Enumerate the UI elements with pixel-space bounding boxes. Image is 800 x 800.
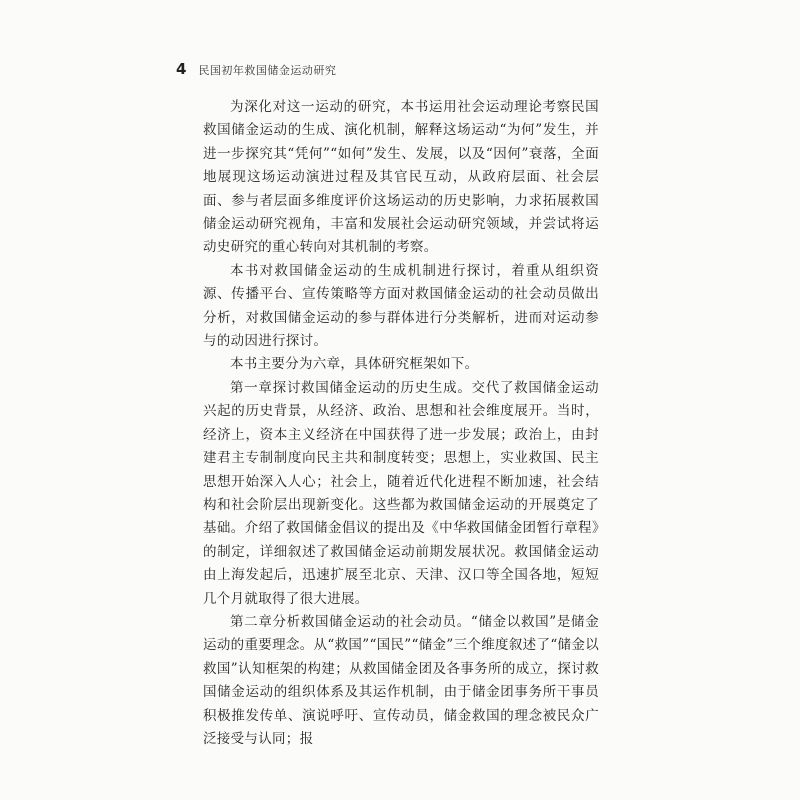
running-head: [176, 60, 336, 80]
running-title: 民国初年救国储金运动研究: [198, 64, 337, 77]
paragraph-chapter-one: 第一章探讨救国储金运动的历史生成。交代了救国储金运动兴起的历史背景，从经济、政治、思想和社会维度展开。当时，经济上，资本主义经济在中国获得了进一步发展；政治上，由封建君主专制制度向民主共和制度转变；思想上，实业救国、民主思想开始深入人心；社会上，随着近代化进程不断加速，社会结构和社会阶层出现新变化。这些都为救国储金运动的开展奠定了基础。介绍了救国储金倡议的提出及《中华救国储金团暂行章程》的制定，详细叙述了救国储金运动前期发展状况。救国储金运动由上海发起后，迅速扩展至北京、天津、汉口等全国各地，短短几个月就取得了很大进展。: [203, 379, 599, 607]
page-number: 4: [176, 60, 187, 78]
paragraph-structure-intro: 本书主要分为六章，具体研究框架如下。: [230, 356, 479, 373]
body-text: [203, 96, 599, 751]
paragraph-research-aim: 为深化对这一运动的研究，本书运用社会运动理论考察民国救国储金运动的生成、演化机制，解释这场运动“为何”发生，并进一步探究其“凭何”“如何”发生、发展，以及“因何”衰落，全面地展现这场运动演进过程及其官民互动，从政府层面、社会层面、参与者层面多维度评价这场运动的历史影响，力求拓展救国储金运动研究视角，丰富和发展社会运动研究领域，并尝试将运动史研究的重心转向对其机制的考察。: [203, 99, 599, 256]
paragraph-mechanism: 本书对救国储金运动的生成机制进行探讨，着重从组织资源、传播平台、宣传策略等方面对救国储金运动的社会动员做出分析，对救国储金运动的参与群体进行分类解析，进而对运动参与的动因进行探讨。: [203, 262, 599, 350]
paragraph-chapter-two: 第二章分析救国储金运动的社会动员。“储金以救国”是储金运动的重要理念。从“救国”“国民”“储金”三个维度叙述了“储金以救国”认知框架的构建；从救国储金团及各事务所的成立，探讨救国储金运动的组织体系及其运作机制，由于储金团事务所干事员积极推发传单、演说呼吁、宣传动员，储金救国的理念被民众广泛接受与认同；报: [203, 613, 599, 747]
